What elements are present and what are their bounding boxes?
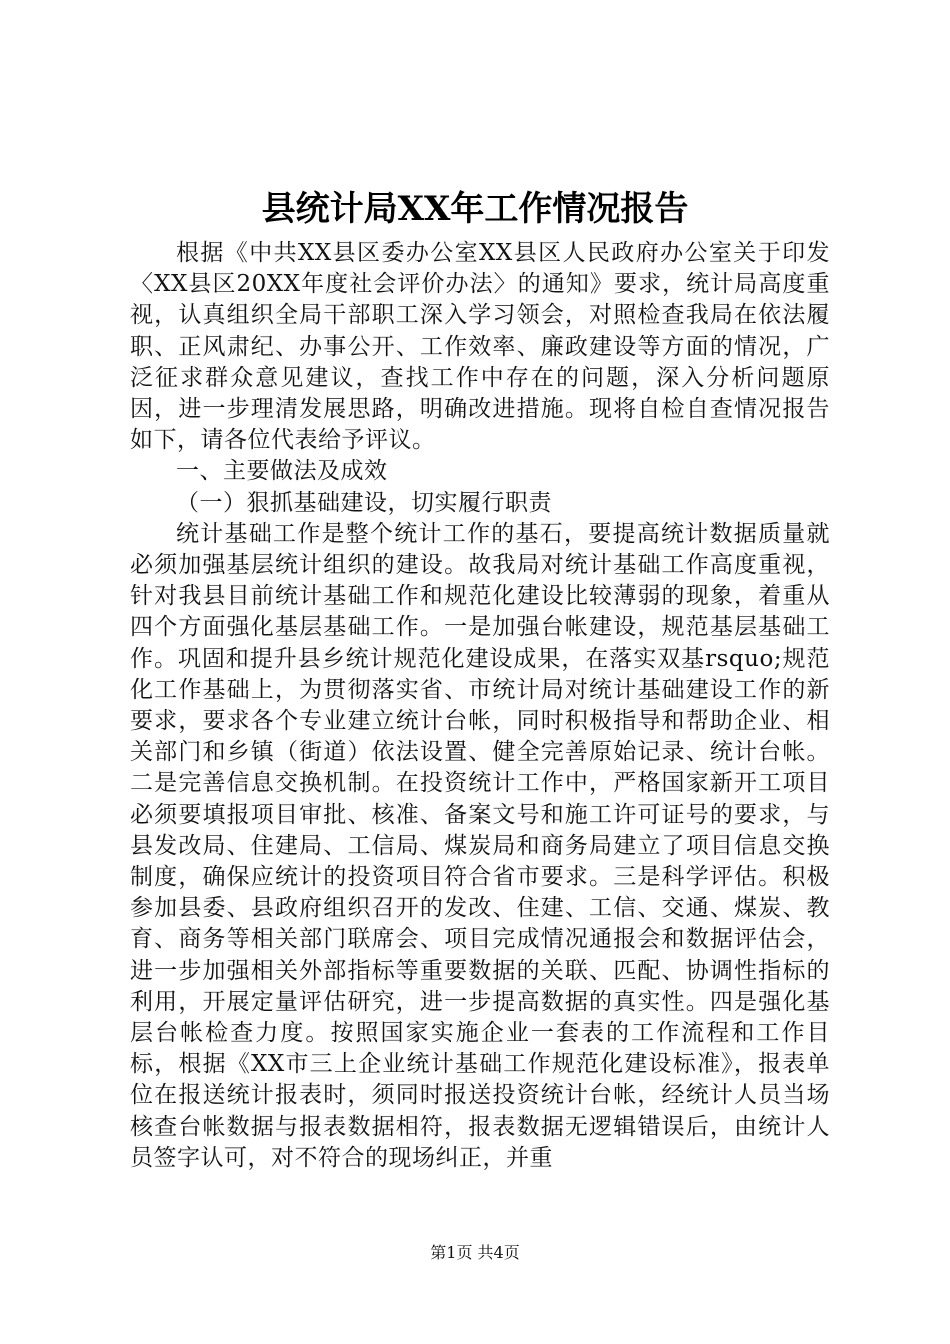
subsection-heading: （一）狠抓基础建设，切实履行职责 [176,489,552,516]
document-body [130,238,830,1174]
section-heading: 一、主要做法及成效 [176,458,388,485]
body-paragraph: 统计基础工作是整个统计工作的基石，要提高统计数据质量就必须加强基层统计组织的建设。故我局对统计基础工作高度重视，针对我县目前统计基础工作和规范化建设比较薄弱的现象，着重从四个方面强化基层基础工作。一是加强台帐建设，规范基层基础工作。巩固和提升县乡统计规范化建设成果，在落实双基rsquo;规范化工作基础上，为贯彻落实省、市统计局对统计基础建设工作的新要求，要求各个专业建立统计台帐，同时积极指导和帮助企业、相关部门和乡镇（街道）依法设置、健全完善原始记录、统计台帐。二是完善信息交换机制。在投资统计工作中，严格国家新开工项目必须要填报项目审批、核准、备案文号和施工许可证号的要求，与县发改局、住建局、工信局、煤炭局和商务局建立了项目信息交换制度，确保应统计的投资项目符合省市要求。三是科学评估。积极参加县委、县政府组织召开的发改、住建、工信、交通、煤炭、教育、商务等相关部门联席会、项目完成情况通报会和数据评估会，进一步加强相关外部指标等重要数据的关联、匹配、协调性指标的利用，开展定量评估研究，进一步提高数据的真实性。四是强化基层台帐检查力度。按照国家实施企业一套表的工作流程和工作目标，根据《XX市三上企业统计基础工作规范化建设标准》，报表单位在报送统计报表时，须同时报送投资统计台帐，经统计人员当场核查台帐数据与报表数据相符，报表数据无逻辑错误后，由统计人员签字认可，对不符合的现场纠正，并重 [130,520,830,1171]
page-footer: 第1页 共4页 [430,1243,520,1262]
intro-paragraph: 根据《中共XX县区委办公室XX县区人民政府办公室关于印发〈XX县区20XX年度社会评价办法〉的通知》要求，统计局高度重视，认真组织全局干部职工深入学习领会，对照检查我局在依法履职、正风肃纪、办事公开、工作效率、廉政建设等方面的情况，广泛征求群众意见建议，查找工作中存在的问题，深入分析问题原因，进一步理清发展思路，明确改进措施。现将自检自查情况报告如下，请各位代表给予评议。 [130,240,830,454]
document-title: 县统计局XX年工作情况报告 [261,189,689,229]
